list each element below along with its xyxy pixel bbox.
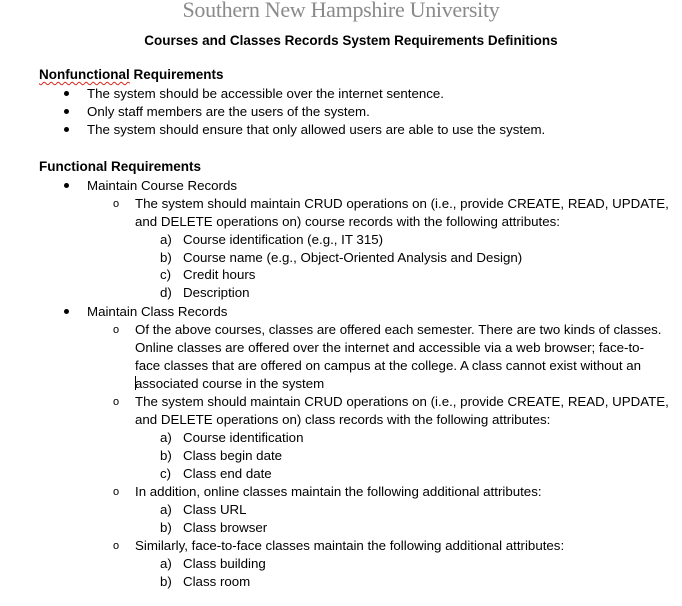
circle-bullet-icon: o	[113, 198, 120, 210]
circle-bullet-icon: o	[113, 324, 120, 336]
list-marker: b)	[160, 448, 172, 463]
class-records-label: Maintain Class Records	[87, 304, 228, 319]
course-records-label: Maintain Course Records	[87, 178, 238, 193]
course-attribute: Credit hours	[183, 267, 256, 282]
list-marker: c)	[160, 267, 172, 282]
list-marker: b)	[160, 250, 172, 265]
nonfunctional-heading: Nonfunctional Requirements	[39, 67, 224, 82]
online-attribute: Class URL	[183, 502, 247, 517]
class-crud-line: The system should maintain CRUD operations on (i.e., provide CREATE, READ, UPDATE,	[135, 394, 669, 409]
course-attribute: Description	[183, 285, 250, 300]
f2f-attribute: Class building	[183, 556, 266, 571]
university-logo-text: Southern New Hampshire University	[182, 0, 500, 22]
class-offered-line[interactable]: associated course in the system	[135, 376, 325, 391]
list-marker: b)	[160, 520, 172, 535]
class-crud-line: and DELETE operations on) class records with the following attributes:	[135, 412, 551, 427]
nonfunctional-item: The system should ensure that only allowed users are able to use the system.	[87, 122, 546, 137]
functional-heading: Functional Requirements	[39, 159, 202, 174]
circle-bullet-icon: o	[113, 396, 120, 408]
nonfunctional-item: The system should be accessible over the internet sentence.	[87, 86, 444, 101]
bullet-icon	[62, 303, 70, 321]
class-attribute: Class end date	[183, 466, 272, 481]
bullet-icon	[62, 177, 70, 195]
online-intro: In addition, online classes maintain the following additional attributes:	[135, 484, 542, 499]
list-marker: d)	[160, 285, 172, 300]
class-attribute: Course identification	[183, 430, 304, 445]
list-marker: b)	[160, 574, 172, 589]
list-marker: a)	[160, 502, 172, 517]
circle-bullet-icon: o	[113, 486, 120, 498]
class-offered-line: Of the above courses, classes are offered each semester. There are two kinds of classes.	[135, 322, 662, 337]
list-marker: c)	[160, 466, 172, 481]
circle-bullet-icon: o	[113, 540, 120, 552]
list-marker: a)	[160, 430, 172, 445]
bullet-icon	[62, 85, 70, 103]
class-offered-line: Online classes are offered over the internet and accessible via a web browser; face-to-	[135, 340, 644, 355]
online-attribute: Class browser	[183, 520, 268, 535]
course-attribute: Course identification (e.g., IT 315)	[183, 232, 384, 247]
course-crud-line: The system should maintain CRUD operations on (i.e., provide CREATE, READ, UPDATE,	[135, 196, 669, 211]
spellcheck-word: Nonfunctional	[39, 67, 130, 82]
course-attribute: Course name (e.g., Object-Oriented Analysis and Design)	[183, 250, 523, 265]
list-marker: a)	[160, 556, 172, 571]
f2f-intro: Similarly, face-to-face classes maintain the following additional attributes:	[135, 538, 565, 553]
class-attribute: Class begin date	[183, 448, 283, 463]
list-marker: a)	[160, 232, 172, 247]
course-crud-line: and DELETE operations on) course records with the following attributes:	[135, 214, 560, 229]
class-offered-line: face classes that are offered on campus at the college. A class cannot exist without an	[135, 358, 642, 373]
f2f-attribute: Class room	[183, 574, 251, 589]
bullet-icon	[62, 121, 70, 139]
document-title: Courses and Classes Records System Requirements Definitions	[144, 33, 558, 48]
nonfunctional-item: Only staff members are the users of the system.	[87, 104, 370, 119]
bullet-icon	[62, 103, 70, 121]
